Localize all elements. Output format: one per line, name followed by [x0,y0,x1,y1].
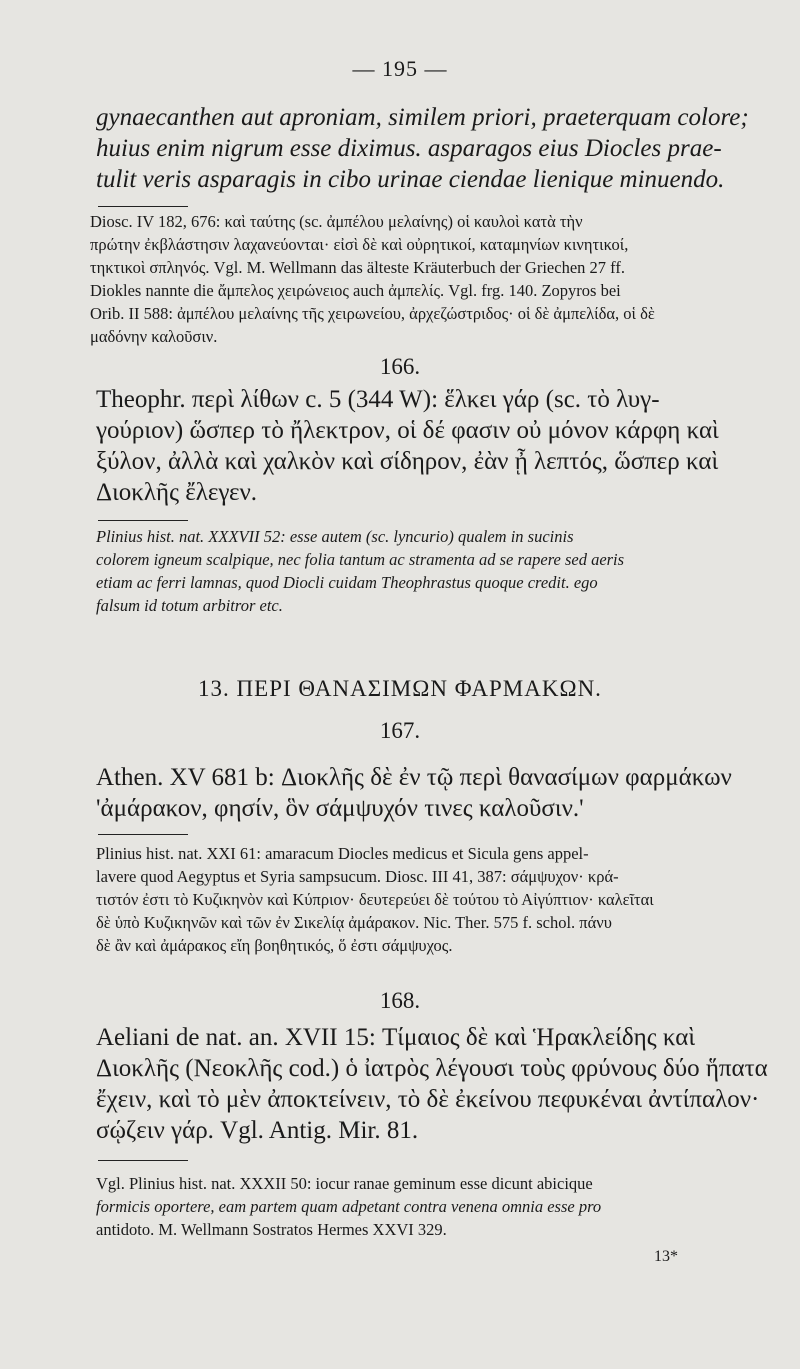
fragment-166-text [96,384,760,508]
signature-mark: 13* [654,1248,678,1265]
text-line: δὲ ὑπὸ Κυζικηνῶν καὶ τῶν ἐν Σικελίᾳ ἀμάρακον. Nic. Ther. 575 f. schol. πάνυ [96,913,612,932]
text-line: Athen. XV 681 b: Διοκλῆς δὲ ἐν τῷ περὶ θανασίμων φαρμάκων [96,764,732,791]
text-line: σῴζειν γάρ. Vgl. Antig. Mir. 81. [96,1117,419,1144]
fragment-167-text [96,762,760,824]
page-number: — 195 — [352,56,448,81]
text-line: Diokles nannte die ἄμπελος χειρώνειος auch ἀμπελίς. Vgl. frg. 140. Zopyros bei [90,281,621,300]
footnote-rule [98,1160,188,1161]
text-line: ἔχειν, καὶ τὸ μὲν ἀποκτείνειν, τὸ δὲ ἐκείνου πεφυκέναι ἀντίπαλον· [96,1086,760,1113]
fragment-168-text [96,1022,768,1146]
text-line: Theophr. περὶ λίθων c. 5 (344 W): ἕλκει γάρ (sc. τὸ λυγ- [96,386,660,413]
text-line: δὲ ἂν καὶ ἀμάρακος εἴη βοηθητικός, ὅ ἐστι σάμψυχος. [96,936,453,955]
text-line: Plinius hist. nat. XXI 61: amaracum Diocles medicus et Sicula gens appel- [96,844,589,863]
text-line: Plinius hist. nat. XXXVII 52: esse autem (sc. lyncurio) qualem in sucinis [96,527,574,546]
footnote-rule [98,206,188,207]
text-line: μαδόνην καλοῦσιν. [90,327,218,346]
fragment-166-note [96,525,760,617]
fragment-number-167: 167. [379,718,421,743]
text-line: etiam ac ferri lamnas, quod Diocli cuidam Theophrastus quoque credit. ego [96,573,598,592]
text-line: huius enim nigrum esse diximus. asparagos eius Diocles prae- [96,135,722,162]
text-line: τιστόν ἐστι τὸ Κυζικηνὸν καὶ Κύπριον· δευτερεύει δὲ τούτου τὸ Αἰγύπτιον· καλεῖται [96,890,654,909]
text-line: formicis oportere, eam partem quam adpetant contra venena omnia esse pro [96,1197,602,1216]
text-line: ξύλον, ἀλλὰ καὶ χαλκὸν καὶ σίδηρον, ἐὰν ᾖ λεπτός, ὥσπερ καὶ [96,448,719,475]
text-line: antidoto. M. Wellmann Sostratos Hermes XXVI 329. [96,1220,447,1239]
footnote-rule [98,834,188,835]
paragraph-intro [96,102,760,195]
text-line: Διοκλῆς ἔλεγεν. [96,479,258,506]
text-line: falsum id totum arbitror etc. [96,596,283,615]
fragment-number-166: 166. [379,354,421,379]
text-line: gynaecanthen aut aproniam, similem priori, praeterquam colore; [96,104,749,131]
text-line: τηκτικοὶ σπληνός. Vgl. M. Wellmann das älteste Kräuterbuch der Griechen 27 ff. [90,258,625,277]
text-line: Diosc. IV 182, 676: καὶ ταύτης (sc. ἀμπέλου μελαίνης) οἱ καυλοὶ κατὰ τὴν [90,212,583,231]
text-line: Aeliani de nat. an. XVII 15: Τίμαιος δὲ καὶ Ἡρακλείδης καὶ [96,1024,696,1051]
fragment-168-note [96,1172,760,1241]
text-line: Vgl. Plinius hist. nat. XXXII 50: iocur ranae geminum esse dicunt abicique [96,1174,593,1193]
text-line: γούριον) ὥσπερ τὸ ἤλεκτρον, οἱ δέ φασιν οὐ μόνον κάρφη καὶ [96,417,719,444]
text-line: πρώτην ἐκβλάστησιν λαχανεύονται· εἰσὶ δὲ καὶ οὐρητικοί, καταμηνίων κινητικοί, [90,235,629,254]
section-heading: 13. ΠΕΡΙ ΘΑΝΑΣΙΜΩΝ ΦΑΡΜΑΚΩΝ. [198,676,602,701]
text-line: tulit veris asparagis in cibo urinae ciendae lienique minuendo. [96,166,725,193]
text-line: Orib. II 588: ἀμπέλου μελαίνης τῆς χειρωνείου, ἀρχεζώστριδος· οἱ δὲ ἀμπελίδα, οἱ δὲ [90,304,655,323]
footnote-dioscorides [90,210,766,348]
text-line: 'ἀμάρακον, φησίν, ὃν σάμψυχόν τινες καλοῦσιν.' [96,795,584,822]
text-line: lavere quod Aegyptus et Syria sampsucum. Diosc. III 41, 387: σάμψυχον· κρά- [96,867,619,886]
footnote-rule [98,520,188,521]
fragment-167-note [96,842,760,957]
text-line: colorem igneum scalpique, nec folia tantum ac stramenta ad se rapere sed aeris [96,550,625,569]
fragment-number-168: 168. [379,988,421,1013]
text-line: Διοκλῆς (Νεοκλῆς cod.) ὁ ἰατρὸς λέγουσι τοὺς φρύνους δύο ἥπατα [96,1055,768,1082]
